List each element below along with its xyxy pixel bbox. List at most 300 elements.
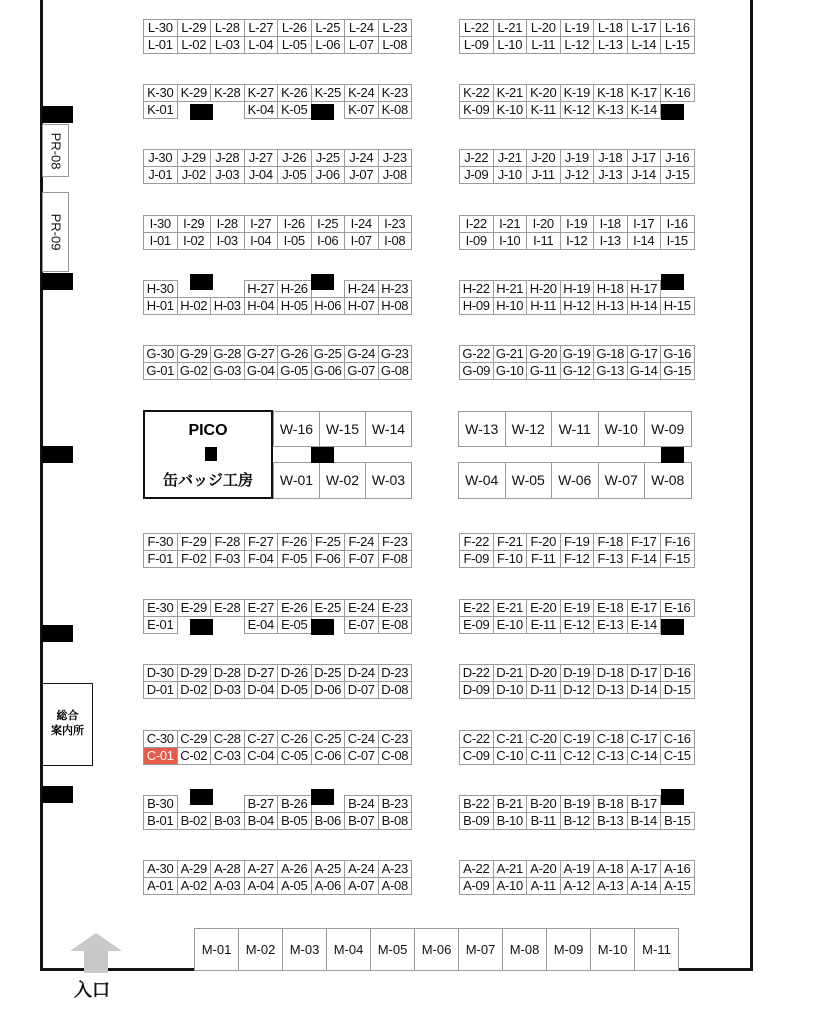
booth-a-02[interactable]: A-02 xyxy=(177,877,212,895)
booth-a-18[interactable]: A-18 xyxy=(593,860,628,878)
booth-h-10[interactable]: H-10 xyxy=(493,297,528,315)
booth-g-07[interactable]: G-07 xyxy=(344,362,379,380)
booth-e-26[interactable]: E-26 xyxy=(277,599,312,617)
booth-h-17[interactable]: H-17 xyxy=(627,280,662,298)
pr-booth-09[interactable] xyxy=(42,192,69,272)
booth-c-11[interactable]: C-11 xyxy=(526,747,561,765)
booth-e-07[interactable]: E-07 xyxy=(344,616,379,634)
booth-w-04[interactable]: W-04 xyxy=(458,462,506,499)
booth-b-19[interactable]: B-19 xyxy=(560,795,595,813)
booth-a-09[interactable]: A-09 xyxy=(459,877,494,895)
booth-k-18[interactable]: K-18 xyxy=(593,84,628,102)
booth-f-25[interactable]: F-25 xyxy=(311,533,346,551)
booth-m-01[interactable]: M-01 xyxy=(194,928,239,971)
booth-a-05[interactable]: A-05 xyxy=(277,877,312,895)
booth-b-14[interactable]: B-14 xyxy=(627,812,662,830)
booth-w-09[interactable]: W-09 xyxy=(644,411,692,447)
booth-g-24[interactable]: G-24 xyxy=(344,345,379,363)
booth-c-24[interactable]: C-24 xyxy=(344,730,379,748)
booth-d-04[interactable]: D-04 xyxy=(244,681,279,699)
booth-k-23[interactable]: K-23 xyxy=(378,84,413,102)
booth-l-09[interactable]: L-09 xyxy=(459,36,494,54)
booth-c-08[interactable]: C-08 xyxy=(378,747,413,765)
booth-a-30[interactable]: A-30 xyxy=(143,860,178,878)
booth-k-14[interactable]: K-14 xyxy=(627,101,662,119)
booth-e-28[interactable]: E-28 xyxy=(210,599,245,617)
booth-i-09[interactable]: I-09 xyxy=(459,232,494,250)
booth-l-26[interactable]: L-26 xyxy=(277,19,312,37)
booth-b-20[interactable]: B-20 xyxy=(526,795,561,813)
booth-i-12[interactable]: I-12 xyxy=(560,232,595,250)
booth-j-29[interactable]: J-29 xyxy=(177,149,212,167)
booth-b-03[interactable]: B-03 xyxy=(210,812,245,830)
booth-a-13[interactable]: A-13 xyxy=(593,877,628,895)
booth-d-18[interactable]: D-18 xyxy=(593,664,628,682)
booth-j-25[interactable]: J-25 xyxy=(311,149,346,167)
booth-b-22[interactable]: B-22 xyxy=(459,795,494,813)
booth-a-29[interactable]: A-29 xyxy=(177,860,212,878)
booth-i-29[interactable]: I-29 xyxy=(177,215,212,233)
booth-j-07[interactable]: J-07 xyxy=(344,166,379,184)
booth-a-01[interactable]: A-01 xyxy=(143,877,178,895)
booth-c-04[interactable]: C-04 xyxy=(244,747,279,765)
booth-h-24[interactable]: H-24 xyxy=(344,280,379,298)
booth-j-08[interactable]: J-08 xyxy=(378,166,413,184)
booth-k-16[interactable]: K-16 xyxy=(660,84,695,102)
booth-f-10[interactable]: F-10 xyxy=(493,550,528,568)
booth-a-12[interactable]: A-12 xyxy=(560,877,595,895)
booth-m-10[interactable]: M-10 xyxy=(590,928,635,971)
booth-b-17[interactable]: B-17 xyxy=(627,795,662,813)
booth-c-21[interactable]: C-21 xyxy=(493,730,528,748)
booth-j-05[interactable]: J-05 xyxy=(277,166,312,184)
booth-l-25[interactable]: L-25 xyxy=(311,19,346,37)
booth-l-24[interactable]: L-24 xyxy=(344,19,379,37)
booth-i-20[interactable]: I-20 xyxy=(526,215,561,233)
booth-l-16[interactable]: L-16 xyxy=(660,19,695,37)
booth-h-21[interactable]: H-21 xyxy=(493,280,528,298)
booth-c-26[interactable]: C-26 xyxy=(277,730,312,748)
booth-b-02[interactable]: B-02 xyxy=(177,812,212,830)
booth-f-27[interactable]: F-27 xyxy=(244,533,279,551)
booth-b-13[interactable]: B-13 xyxy=(593,812,628,830)
booth-b-06[interactable]: B-06 xyxy=(311,812,346,830)
booth-j-09[interactable]: J-09 xyxy=(459,166,494,184)
booth-j-20[interactable]: J-20 xyxy=(526,149,561,167)
booth-l-22[interactable]: L-22 xyxy=(459,19,494,37)
booth-e-22[interactable]: E-22 xyxy=(459,599,494,617)
booth-g-08[interactable]: G-08 xyxy=(378,362,413,380)
booth-w-05[interactable]: W-05 xyxy=(505,462,553,499)
booth-w-08[interactable]: W-08 xyxy=(644,462,692,499)
booth-i-15[interactable]: I-15 xyxy=(660,232,695,250)
booth-d-22[interactable]: D-22 xyxy=(459,664,494,682)
booth-m-02[interactable]: M-02 xyxy=(238,928,283,971)
booth-c-15[interactable]: C-15 xyxy=(660,747,695,765)
booth-i-24[interactable]: I-24 xyxy=(344,215,379,233)
booth-l-01[interactable]: L-01 xyxy=(143,36,178,54)
booth-g-05[interactable]: G-05 xyxy=(277,362,312,380)
booth-w-15[interactable]: W-15 xyxy=(319,411,366,447)
booth-l-18[interactable]: L-18 xyxy=(593,19,628,37)
booth-k-13[interactable]: K-13 xyxy=(593,101,628,119)
booth-f-09[interactable]: F-09 xyxy=(459,550,494,568)
booth-e-16[interactable]: E-16 xyxy=(660,599,695,617)
booth-g-04[interactable]: G-04 xyxy=(244,362,279,380)
booth-f-11[interactable]: F-11 xyxy=(526,550,561,568)
booth-g-25[interactable]: G-25 xyxy=(311,345,346,363)
booth-d-24[interactable]: D-24 xyxy=(344,664,379,682)
booth-g-06[interactable]: G-06 xyxy=(311,362,346,380)
booth-a-07[interactable]: A-07 xyxy=(344,877,379,895)
booth-c-06[interactable]: C-06 xyxy=(311,747,346,765)
booth-f-24[interactable]: F-24 xyxy=(344,533,379,551)
booth-c-19[interactable]: C-19 xyxy=(560,730,595,748)
booth-g-01[interactable]: G-01 xyxy=(143,362,178,380)
booth-e-09[interactable]: E-09 xyxy=(459,616,494,634)
booth-i-28[interactable]: I-28 xyxy=(210,215,245,233)
booth-g-14[interactable]: G-14 xyxy=(627,362,662,380)
booth-b-07[interactable]: B-07 xyxy=(344,812,379,830)
booth-d-19[interactable]: D-19 xyxy=(560,664,595,682)
booth-e-11[interactable]: E-11 xyxy=(526,616,561,634)
booth-e-10[interactable]: E-10 xyxy=(493,616,528,634)
booth-e-04[interactable]: E-04 xyxy=(244,616,279,634)
booth-h-26[interactable]: H-26 xyxy=(277,280,312,298)
booth-h-15[interactable]: H-15 xyxy=(660,297,695,315)
booth-i-23[interactable]: I-23 xyxy=(378,215,413,233)
booth-g-29[interactable]: G-29 xyxy=(177,345,212,363)
booth-f-05[interactable]: F-05 xyxy=(277,550,312,568)
booth-a-24[interactable]: A-24 xyxy=(344,860,379,878)
booth-e-29[interactable]: E-29 xyxy=(177,599,212,617)
booth-d-10[interactable]: D-10 xyxy=(493,681,528,699)
booth-j-02[interactable]: J-02 xyxy=(177,166,212,184)
booth-k-10[interactable]: K-10 xyxy=(493,101,528,119)
booth-a-16[interactable]: A-16 xyxy=(660,860,695,878)
booth-c-02[interactable]: C-02 xyxy=(177,747,212,765)
booth-w-01[interactable]: W-01 xyxy=(273,462,320,499)
booth-k-30[interactable]: K-30 xyxy=(143,84,178,102)
booth-i-04[interactable]: I-04 xyxy=(244,232,279,250)
booth-f-18[interactable]: F-18 xyxy=(593,533,628,551)
booth-c-29[interactable]: C-29 xyxy=(177,730,212,748)
booth-m-06[interactable]: M-06 xyxy=(414,928,459,971)
booth-f-20[interactable]: F-20 xyxy=(526,533,561,551)
booth-k-17[interactable]: K-17 xyxy=(627,84,662,102)
booth-h-05[interactable]: H-05 xyxy=(277,297,312,315)
booth-j-16[interactable]: J-16 xyxy=(660,149,695,167)
booth-g-20[interactable]: G-20 xyxy=(526,345,561,363)
booth-a-26[interactable]: A-26 xyxy=(277,860,312,878)
booth-j-18[interactable]: J-18 xyxy=(593,149,628,167)
booth-g-17[interactable]: G-17 xyxy=(627,345,662,363)
booth-e-17[interactable]: E-17 xyxy=(627,599,662,617)
booth-j-28[interactable]: J-28 xyxy=(210,149,245,167)
booth-f-28[interactable]: F-28 xyxy=(210,533,245,551)
booth-b-04[interactable]: B-04 xyxy=(244,812,279,830)
booth-g-22[interactable]: G-22 xyxy=(459,345,494,363)
booth-e-25[interactable]: E-25 xyxy=(311,599,346,617)
booth-d-17[interactable]: D-17 xyxy=(627,664,662,682)
booth-b-27[interactable]: B-27 xyxy=(244,795,279,813)
booth-i-11[interactable]: I-11 xyxy=(526,232,561,250)
booth-l-12[interactable]: L-12 xyxy=(560,36,595,54)
booth-f-12[interactable]: F-12 xyxy=(560,550,595,568)
booth-f-13[interactable]: F-13 xyxy=(593,550,628,568)
booth-g-12[interactable]: G-12 xyxy=(560,362,595,380)
booth-i-08[interactable]: I-08 xyxy=(378,232,413,250)
booth-g-28[interactable]: G-28 xyxy=(210,345,245,363)
booth-k-05[interactable]: K-05 xyxy=(277,101,312,119)
booth-g-16[interactable]: G-16 xyxy=(660,345,695,363)
booth-e-23[interactable]: E-23 xyxy=(378,599,413,617)
booth-f-01[interactable]: F-01 xyxy=(143,550,178,568)
booth-j-27[interactable]: J-27 xyxy=(244,149,279,167)
booth-h-22[interactable]: H-22 xyxy=(459,280,494,298)
booth-b-30[interactable]: B-30 xyxy=(143,795,178,813)
booth-h-07[interactable]: H-07 xyxy=(344,297,379,315)
booth-c-25[interactable]: C-25 xyxy=(311,730,346,748)
booth-a-10[interactable]: A-10 xyxy=(493,877,528,895)
booth-j-04[interactable]: J-04 xyxy=(244,166,279,184)
booth-g-13[interactable]: G-13 xyxy=(593,362,628,380)
booth-d-23[interactable]: D-23 xyxy=(378,664,413,682)
booth-f-30[interactable]: F-30 xyxy=(143,533,178,551)
booth-m-07[interactable]: M-07 xyxy=(458,928,503,971)
booth-g-21[interactable]: G-21 xyxy=(493,345,528,363)
booth-m-09[interactable]: M-09 xyxy=(546,928,591,971)
booth-l-20[interactable]: L-20 xyxy=(526,19,561,37)
booth-w-10[interactable]: W-10 xyxy=(598,411,646,447)
booth-a-25[interactable]: A-25 xyxy=(311,860,346,878)
booth-h-11[interactable]: H-11 xyxy=(526,297,561,315)
booth-d-03[interactable]: D-03 xyxy=(210,681,245,699)
booth-a-22[interactable]: A-22 xyxy=(459,860,494,878)
booth-d-06[interactable]: D-06 xyxy=(311,681,346,699)
booth-a-21[interactable]: A-21 xyxy=(493,860,528,878)
booth-w-07[interactable]: W-07 xyxy=(598,462,646,499)
booth-w-06[interactable]: W-06 xyxy=(551,462,599,499)
booth-m-08[interactable]: M-08 xyxy=(502,928,547,971)
booth-d-16[interactable]: D-16 xyxy=(660,664,695,682)
booth-d-21[interactable]: D-21 xyxy=(493,664,528,682)
booth-e-24[interactable]: E-24 xyxy=(344,599,379,617)
booth-c-13[interactable]: C-13 xyxy=(593,747,628,765)
booth-b-05[interactable]: B-05 xyxy=(277,812,312,830)
booth-k-25[interactable]: K-25 xyxy=(311,84,346,102)
pico-booth[interactable] xyxy=(143,410,273,499)
booth-f-15[interactable]: F-15 xyxy=(660,550,695,568)
booth-l-14[interactable]: L-14 xyxy=(627,36,662,54)
booth-w-16[interactable]: W-16 xyxy=(273,411,320,447)
booth-a-20[interactable]: A-20 xyxy=(526,860,561,878)
booth-d-20[interactable]: D-20 xyxy=(526,664,561,682)
booth-e-13[interactable]: E-13 xyxy=(593,616,628,634)
booth-j-03[interactable]: J-03 xyxy=(210,166,245,184)
booth-k-26[interactable]: K-26 xyxy=(277,84,312,102)
booth-w-14[interactable]: W-14 xyxy=(365,411,412,447)
booth-b-08[interactable]: B-08 xyxy=(378,812,413,830)
booth-e-20[interactable]: E-20 xyxy=(526,599,561,617)
booth-f-29[interactable]: F-29 xyxy=(177,533,212,551)
booth-j-17[interactable]: J-17 xyxy=(627,149,662,167)
booth-a-23[interactable]: A-23 xyxy=(378,860,413,878)
booth-f-07[interactable]: F-07 xyxy=(344,550,379,568)
booth-j-15[interactable]: J-15 xyxy=(660,166,695,184)
booth-k-09[interactable]: K-09 xyxy=(459,101,494,119)
booth-j-30[interactable]: J-30 xyxy=(143,149,178,167)
booth-k-22[interactable]: K-22 xyxy=(459,84,494,102)
booth-b-24[interactable]: B-24 xyxy=(344,795,379,813)
booth-b-21[interactable]: B-21 xyxy=(493,795,528,813)
booth-d-09[interactable]: D-09 xyxy=(459,681,494,699)
booth-c-14[interactable]: C-14 xyxy=(627,747,662,765)
booth-g-09[interactable]: G-09 xyxy=(459,362,494,380)
booth-f-14[interactable]: F-14 xyxy=(627,550,662,568)
booth-c-01[interactable]: C-01 xyxy=(143,747,178,765)
booth-i-22[interactable]: I-22 xyxy=(459,215,494,233)
booth-j-11[interactable]: J-11 xyxy=(526,166,561,184)
booth-e-01[interactable]: E-01 xyxy=(143,616,178,634)
booth-i-19[interactable]: I-19 xyxy=(560,215,595,233)
booth-g-23[interactable]: G-23 xyxy=(378,345,413,363)
booth-i-18[interactable]: I-18 xyxy=(593,215,628,233)
booth-l-07[interactable]: L-07 xyxy=(344,36,379,54)
booth-k-24[interactable]: K-24 xyxy=(344,84,379,102)
booth-m-03[interactable]: M-03 xyxy=(282,928,327,971)
booth-b-10[interactable]: B-10 xyxy=(493,812,528,830)
booth-f-19[interactable]: F-19 xyxy=(560,533,595,551)
booth-j-19[interactable]: J-19 xyxy=(560,149,595,167)
booth-b-15[interactable]: B-15 xyxy=(660,812,695,830)
booth-g-02[interactable]: G-02 xyxy=(177,362,212,380)
booth-i-14[interactable]: I-14 xyxy=(627,232,662,250)
booth-w-03[interactable]: W-03 xyxy=(365,462,412,499)
booth-i-01[interactable]: I-01 xyxy=(143,232,178,250)
booth-i-03[interactable]: I-03 xyxy=(210,232,245,250)
booth-a-17[interactable]: A-17 xyxy=(627,860,662,878)
booth-g-03[interactable]: G-03 xyxy=(210,362,245,380)
booth-j-14[interactable]: J-14 xyxy=(627,166,662,184)
booth-h-19[interactable]: H-19 xyxy=(560,280,595,298)
booth-e-14[interactable]: E-14 xyxy=(627,616,662,634)
booth-d-25[interactable]: D-25 xyxy=(311,664,346,682)
booth-d-11[interactable]: D-11 xyxy=(526,681,561,699)
booth-m-11[interactable]: M-11 xyxy=(634,928,679,971)
booth-c-17[interactable]: C-17 xyxy=(627,730,662,748)
booth-i-10[interactable]: I-10 xyxy=(493,232,528,250)
booth-g-18[interactable]: G-18 xyxy=(593,345,628,363)
booth-l-17[interactable]: L-17 xyxy=(627,19,662,37)
booth-g-11[interactable]: G-11 xyxy=(526,362,561,380)
booth-c-20[interactable]: C-20 xyxy=(526,730,561,748)
booth-f-21[interactable]: F-21 xyxy=(493,533,528,551)
booth-l-13[interactable]: L-13 xyxy=(593,36,628,54)
booth-c-12[interactable]: C-12 xyxy=(560,747,595,765)
booth-h-08[interactable]: H-08 xyxy=(378,297,413,315)
booth-k-04[interactable]: K-04 xyxy=(244,101,279,119)
booth-f-04[interactable]: F-04 xyxy=(244,550,279,568)
booth-l-15[interactable]: L-15 xyxy=(660,36,695,54)
booth-d-27[interactable]: D-27 xyxy=(244,664,279,682)
booth-w-02[interactable]: W-02 xyxy=(319,462,366,499)
booth-l-05[interactable]: L-05 xyxy=(277,36,312,54)
pr-booth-08[interactable] xyxy=(42,124,69,177)
booth-k-20[interactable]: K-20 xyxy=(526,84,561,102)
booth-g-27[interactable]: G-27 xyxy=(244,345,279,363)
booth-i-06[interactable]: I-06 xyxy=(311,232,346,250)
booth-c-09[interactable]: C-09 xyxy=(459,747,494,765)
booth-d-01[interactable]: D-01 xyxy=(143,681,178,699)
booth-h-18[interactable]: H-18 xyxy=(593,280,628,298)
booth-a-03[interactable]: A-03 xyxy=(210,877,245,895)
booth-f-17[interactable]: F-17 xyxy=(627,533,662,551)
booth-g-30[interactable]: G-30 xyxy=(143,345,178,363)
booth-k-28[interactable]: K-28 xyxy=(210,84,245,102)
booth-c-07[interactable]: C-07 xyxy=(344,747,379,765)
booth-b-23[interactable]: B-23 xyxy=(378,795,413,813)
booth-e-30[interactable]: E-30 xyxy=(143,599,178,617)
booth-a-15[interactable]: A-15 xyxy=(660,877,695,895)
booth-b-26[interactable]: B-26 xyxy=(277,795,312,813)
booth-j-10[interactable]: J-10 xyxy=(493,166,528,184)
booth-w-12[interactable]: W-12 xyxy=(505,411,553,447)
booth-a-04[interactable]: A-04 xyxy=(244,877,279,895)
booth-e-05[interactable]: E-05 xyxy=(277,616,312,634)
booth-a-28[interactable]: A-28 xyxy=(210,860,245,878)
booth-c-22[interactable]: C-22 xyxy=(459,730,494,748)
booth-k-19[interactable]: K-19 xyxy=(560,84,595,102)
booth-l-11[interactable]: L-11 xyxy=(526,36,561,54)
booth-d-05[interactable]: D-05 xyxy=(277,681,312,699)
booth-a-11[interactable]: A-11 xyxy=(526,877,561,895)
booth-l-04[interactable]: L-04 xyxy=(244,36,279,54)
booth-e-18[interactable]: E-18 xyxy=(593,599,628,617)
booth-m-04[interactable]: M-04 xyxy=(326,928,371,971)
booth-j-24[interactable]: J-24 xyxy=(344,149,379,167)
booth-d-07[interactable]: D-07 xyxy=(344,681,379,699)
booth-c-30[interactable]: C-30 xyxy=(143,730,178,748)
booth-i-27[interactable]: I-27 xyxy=(244,215,279,233)
booth-l-30[interactable]: L-30 xyxy=(143,19,178,37)
booth-d-12[interactable]: D-12 xyxy=(560,681,595,699)
booth-k-21[interactable]: K-21 xyxy=(493,84,528,102)
booth-c-03[interactable]: C-03 xyxy=(210,747,245,765)
booth-c-27[interactable]: C-27 xyxy=(244,730,279,748)
booth-b-11[interactable]: B-11 xyxy=(526,812,561,830)
booth-c-05[interactable]: C-05 xyxy=(277,747,312,765)
booth-i-30[interactable]: I-30 xyxy=(143,215,178,233)
booth-d-13[interactable]: D-13 xyxy=(593,681,628,699)
booth-e-08[interactable]: E-08 xyxy=(378,616,413,634)
booth-a-27[interactable]: A-27 xyxy=(244,860,279,878)
booth-l-10[interactable]: L-10 xyxy=(493,36,528,54)
booth-h-03[interactable]: H-03 xyxy=(210,297,245,315)
booth-h-30[interactable]: H-30 xyxy=(143,280,178,298)
booth-c-18[interactable]: C-18 xyxy=(593,730,628,748)
booth-d-02[interactable]: D-02 xyxy=(177,681,212,699)
booth-f-08[interactable]: F-08 xyxy=(378,550,413,568)
booth-d-14[interactable]: D-14 xyxy=(627,681,662,699)
booth-l-02[interactable]: L-02 xyxy=(177,36,212,54)
booth-i-26[interactable]: I-26 xyxy=(277,215,312,233)
booth-j-13[interactable]: J-13 xyxy=(593,166,628,184)
booth-d-28[interactable]: D-28 xyxy=(210,664,245,682)
booth-h-02[interactable]: H-02 xyxy=(177,297,212,315)
booth-h-04[interactable]: H-04 xyxy=(244,297,279,315)
booth-j-22[interactable]: J-22 xyxy=(459,149,494,167)
